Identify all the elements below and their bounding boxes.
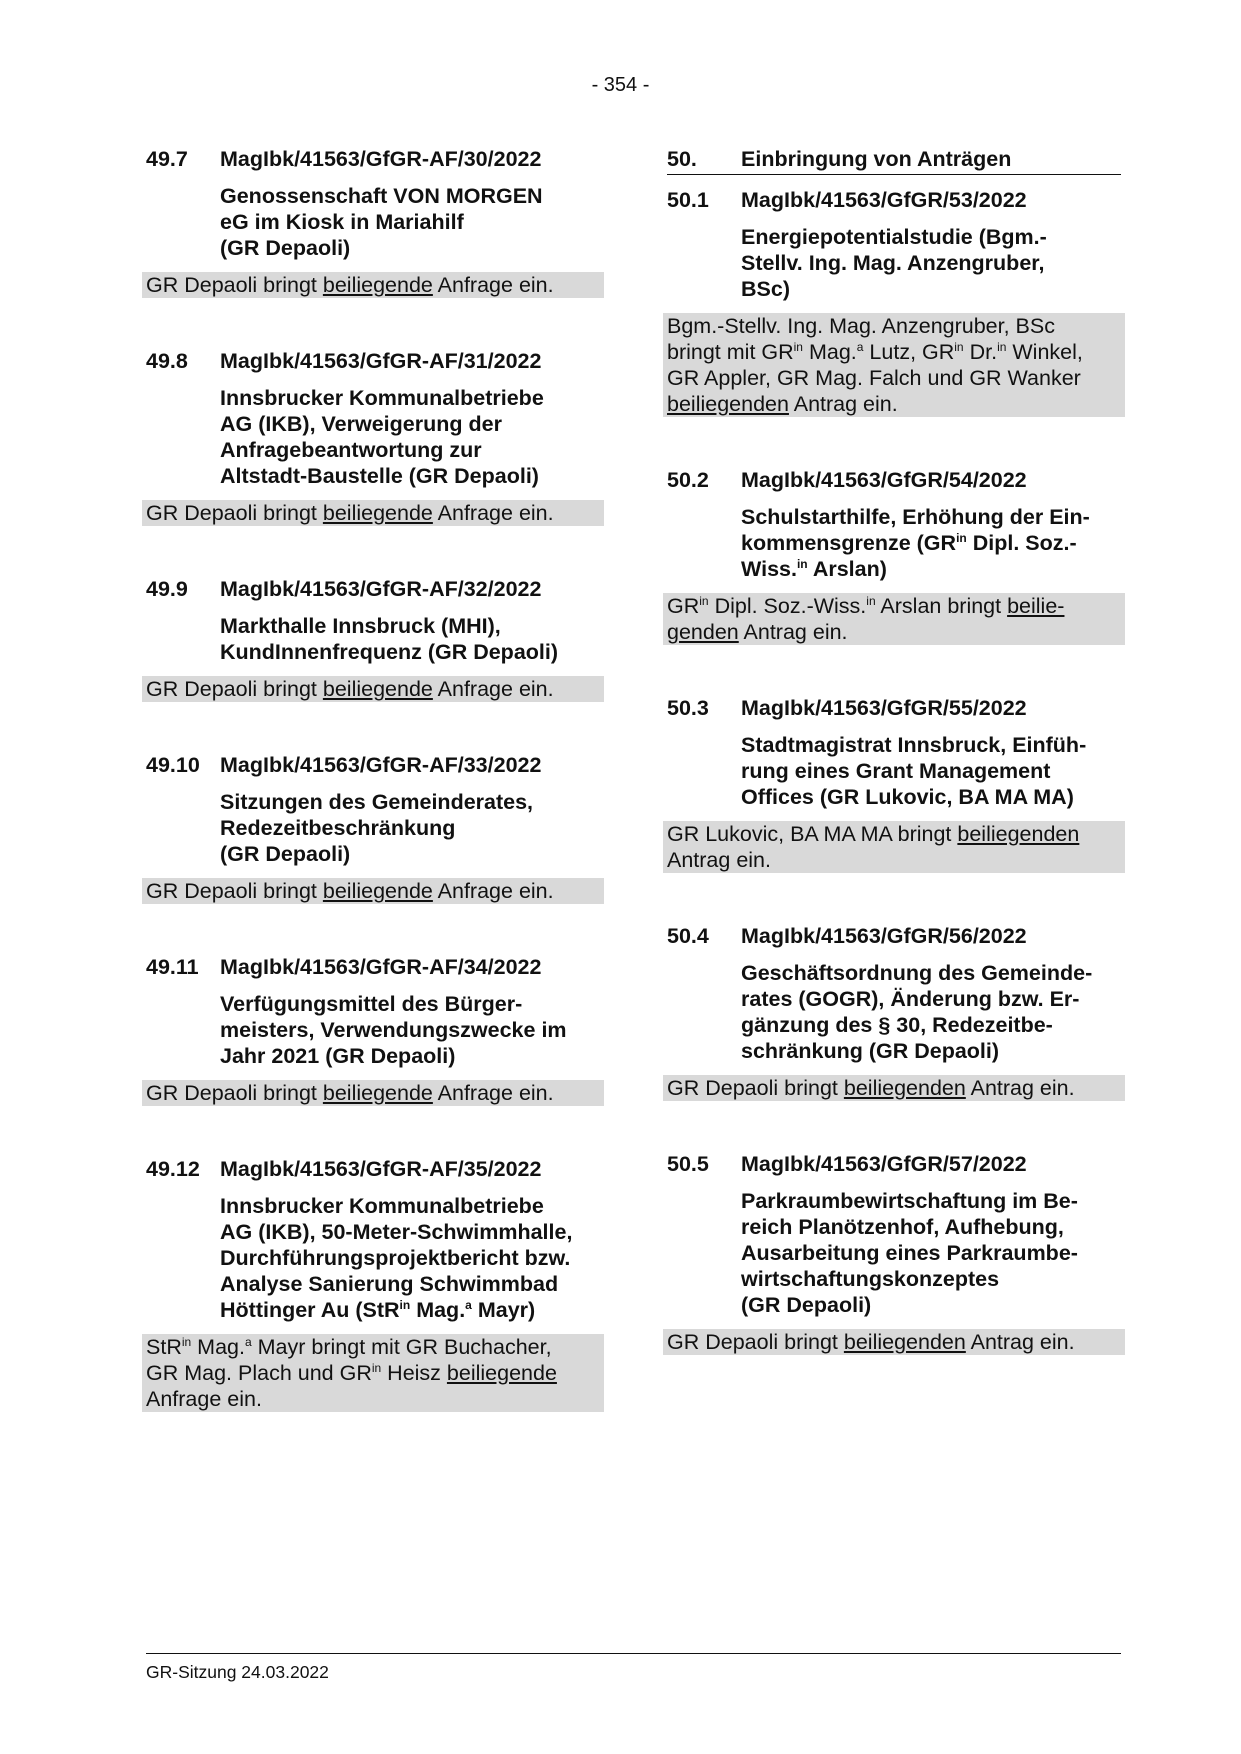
entry-number: 49.12 (146, 1157, 200, 1181)
right-entries (667, 187, 1121, 1355)
right-column (667, 146, 1121, 1405)
entry-code: MagIbk/41563/GfGR/53/2022 (741, 188, 1027, 212)
description-line: genden Antrag ein. (667, 620, 848, 644)
underlined-text: beiliegenden (957, 822, 1080, 846)
entry-header (146, 146, 600, 172)
entry-title (220, 1193, 600, 1323)
underlined-text: beiliegende (322, 501, 433, 525)
entry-description (663, 821, 1125, 873)
title-line: (GR Depaoli) (220, 842, 351, 866)
underlined-text: beiliegende (322, 1081, 433, 1105)
entry-code: MagIbk/41563/GfGR/54/2022 (741, 468, 1027, 492)
entry-code: MagIbk/41563/GfGR-AF/30/2022 (220, 147, 542, 171)
description-line: GR Mag. Plach und $GR^{in}$ Heisz beiliegende (146, 1361, 557, 1385)
superscript: in (796, 557, 808, 571)
description-line: GR Depaoli bringt beiliegende Anfrage ein. (146, 1081, 554, 1105)
entry-header (146, 954, 600, 980)
title-line: Markthalle Innsbruck (MHI), (220, 614, 501, 638)
title-line: wirtschaftungskonzeptes (741, 1267, 1000, 1291)
section-number: 50. (667, 147, 697, 171)
entry-header (667, 187, 1121, 213)
title-line: (GR Depaoli) (741, 1293, 872, 1317)
underlined-text: genden (667, 620, 739, 644)
entry-number: 49.8 (146, 349, 188, 373)
entry-header (146, 576, 600, 602)
superscript: in (997, 340, 1007, 354)
section-title: Einbringung von Anträgen (741, 147, 1012, 171)
entry-description (663, 313, 1125, 417)
entry-code: MagIbk/41563/GfGR/57/2022 (741, 1152, 1027, 1176)
entry-title (741, 960, 1121, 1064)
entry-title (220, 991, 600, 1069)
entry-number: 50.5 (667, 1152, 709, 1176)
title-line: Analyse Sanierung Schwimmbad (220, 1272, 559, 1296)
entry-title (220, 789, 600, 867)
description-line: $GR^{in}$ Dipl. Soz.-Wiss.$^{in}$ Arslan bringt beilie- (667, 594, 1065, 618)
entry-number: 50.4 (667, 924, 709, 948)
entry-number: 49.10 (146, 753, 200, 777)
description-line: Bgm.-Stellv. Ing. Mag. Anzengruber, BSc (667, 314, 1055, 338)
underlined-text: beiliegende (322, 677, 433, 701)
entry-title (741, 224, 1121, 302)
entry-header (667, 1151, 1121, 1177)
title-line: Altstadt-Baustelle (GR Depaoli) (220, 464, 539, 488)
agenda-entry (667, 923, 1121, 1101)
entry-code: MagIbk/41563/GfGR-AF/31/2022 (220, 349, 542, 373)
entry-title (741, 1188, 1121, 1318)
entry-code: MagIbk/41563/GfGR/56/2022 (741, 924, 1027, 948)
superscript: in (371, 1361, 382, 1375)
title-line: Durchführungsprojektbericht bzw. (220, 1246, 571, 1270)
entry-title (741, 504, 1121, 582)
description-line: GR Depaoli bringt beiliegende Anfrage ein. (146, 501, 554, 525)
superscript: a (244, 1335, 252, 1349)
entry-header (146, 1156, 600, 1182)
title-line: Ausarbeitung eines Parkraumbe- (741, 1241, 1078, 1265)
description-line: GR Depaoli bringt beiliegende Anfrage ein. (146, 273, 554, 297)
entry-description (142, 1080, 604, 1106)
entry-header (667, 467, 1121, 493)
entry-header (667, 923, 1121, 949)
entry-description (663, 593, 1125, 645)
underlined-text: beiliegenden (843, 1076, 966, 1100)
title-line: Genossenschaft VON MORGEN (220, 184, 543, 208)
title-line: Jahr 2021 (GR Depaoli) (220, 1044, 456, 1068)
entry-code: MagIbk/41563/GfGR-AF/33/2022 (220, 753, 542, 777)
title-line: Stellv. Ing. Mag. Anzengruber, (741, 251, 1045, 275)
entry-title (741, 732, 1121, 810)
underlined-text: beiliegende (446, 1361, 557, 1385)
description-line: Antrag ein. (667, 848, 771, 872)
entry-number: 50.2 (667, 468, 709, 492)
underlined-text: beilie- (1007, 594, 1065, 618)
footer-text: GR-Sitzung 24.03.2022 (146, 1662, 329, 1682)
title-line: KundInnenfrequenz (GR Depaoli) (220, 640, 559, 664)
title-line: schränkung (GR Depaoli) (741, 1039, 1000, 1063)
entry-description (142, 878, 604, 904)
agenda-entry (667, 1151, 1121, 1355)
entry-description (142, 1334, 604, 1412)
entry-code: MagIbk/41563/GfGR-AF/32/2022 (220, 577, 542, 601)
agenda-entry (667, 695, 1121, 873)
entry-number: 49.11 (146, 955, 199, 979)
title-line: meisters, Verwendungszwecke im (220, 1018, 567, 1042)
superscript: in (866, 594, 876, 608)
entry-code: MagIbk/41563/GfGR-AF/34/2022 (220, 955, 542, 979)
agenda-entry (667, 187, 1121, 417)
description-line: GR Depaoli bringt beiliegenden Antrag ein. (667, 1330, 1075, 1354)
underlined-text: beiliegenden (667, 392, 789, 416)
agenda-entry (146, 146, 600, 298)
title-line: Anfragebeantwortung zur (220, 438, 482, 462)
title-line: Höttinger Au (StR$^{in}$ Mag.$^a$ Mayr) (220, 1298, 536, 1322)
superscript: in (699, 594, 709, 608)
entry-description (142, 500, 604, 526)
title-line: AG (IKB), 50-Meter-Schwimmhalle, (220, 1220, 573, 1244)
superscript: in (956, 531, 967, 545)
description-line: Anfrage ein. (146, 1387, 262, 1411)
title-line: rates (GOGR), Änderung bzw. Er- (741, 987, 1080, 1011)
agenda-entry (146, 954, 600, 1106)
title-line: Wiss.$^{in}$ Arslan) (741, 557, 887, 581)
entry-title (220, 613, 600, 665)
entry-code: MagIbk/41563/GfGR-AF/35/2022 (220, 1157, 542, 1181)
description-line: bringt mit $GR^{in}$ Mag.$^a$ Lutz, $GR^{in}$ Dr.$^{in}$ Winkel, (667, 340, 1083, 364)
superscript: in (954, 340, 964, 354)
superscript: in (181, 1335, 192, 1349)
title-line: Offices (GR Lukovic, BA MA MA) (741, 785, 1074, 809)
title-line: Parkraumbewirtschaftung im Be- (741, 1189, 1078, 1213)
entry-header (146, 752, 600, 778)
title-line: Stadtmagistrat Innsbruck, Einfüh- (741, 733, 1087, 757)
title-line: Innsbrucker Kommunalbetriebe (220, 1194, 544, 1218)
description-line: GR Depaoli bringt beiliegende Anfrage ein. (146, 677, 554, 701)
description-line: beiliegenden Antrag ein. (667, 392, 898, 416)
description-line: GR Depaoli bringt beiliegende Anfrage ein. (146, 879, 554, 903)
entry-description (663, 1075, 1125, 1101)
agenda-entry (667, 467, 1121, 645)
title-line: Innsbrucker Kommunalbetriebe (220, 386, 544, 410)
description-line: GR Lukovic, BA MA MA bringt beiliegenden (667, 822, 1080, 846)
entry-code: MagIbk/41563/GfGR/55/2022 (741, 696, 1027, 720)
description-line: GR Appler, GR Mag. Falch und GR Wanker (667, 366, 1081, 390)
entry-number: 50.1 (667, 188, 709, 212)
entry-header (667, 695, 1121, 721)
entry-title (220, 183, 600, 261)
underlined-text: beiliegenden (843, 1330, 966, 1354)
title-line: Sitzungen des Gemeinderates, (220, 790, 534, 814)
title-line: Geschäftsordnung des Gemeinde- (741, 961, 1093, 985)
description-line: GR Depaoli bringt beiliegenden Antrag ein. (667, 1076, 1075, 1100)
title-line: (GR Depaoli) (220, 236, 351, 260)
title-line: eG im Kiosk in Mariahilf (220, 210, 464, 234)
underlined-text: beiliegende (322, 273, 433, 297)
section-heading (667, 146, 1121, 175)
title-line: Redezeitbeschränkung (220, 816, 456, 840)
footer-divider (146, 1653, 1121, 1654)
title-line: rung eines Grant Management (741, 759, 1051, 783)
title-line: BSc) (741, 277, 790, 301)
title-line: kommensgrenze ($GR^{in}$ Dipl. Soz.- (741, 531, 1077, 555)
superscript: a (465, 1298, 472, 1312)
superscript: in (793, 340, 803, 354)
entry-header (146, 348, 600, 374)
underlined-text: beiliegende (322, 879, 433, 903)
entry-description (663, 1329, 1125, 1355)
superscript: a (856, 340, 864, 354)
title-line: Verfügungsmittel des Bürger- (220, 992, 523, 1016)
title-line: reich Planötzenhof, Aufhebung, (741, 1215, 1064, 1239)
entry-description (142, 676, 604, 702)
title-line: Energiepotentialstudie (Bgm.- (741, 225, 1047, 249)
entry-number: 49.9 (146, 577, 188, 601)
title-line: Schulstarthilfe, Erhöhung der Ein- (741, 505, 1090, 529)
entry-description (142, 272, 604, 298)
agenda-entry (146, 1156, 600, 1412)
page-number: - 354 - (591, 74, 650, 96)
agenda-entry (146, 752, 600, 904)
entry-number: 50.3 (667, 696, 709, 720)
title-line: AG (IKB), Verweigerung der (220, 412, 502, 436)
entry-title (220, 385, 600, 489)
entry-number: 49.7 (146, 147, 188, 171)
agenda-entry (146, 576, 600, 702)
superscript: in (399, 1298, 411, 1312)
description-line: StR$^{in}$ Mag.$^a$ Mayr bringt mit GR Buchacher, (146, 1335, 552, 1359)
left-column (146, 146, 600, 1462)
agenda-entry (146, 348, 600, 526)
title-line: gänzung des § 30, Redezeitbe- (741, 1013, 1053, 1037)
